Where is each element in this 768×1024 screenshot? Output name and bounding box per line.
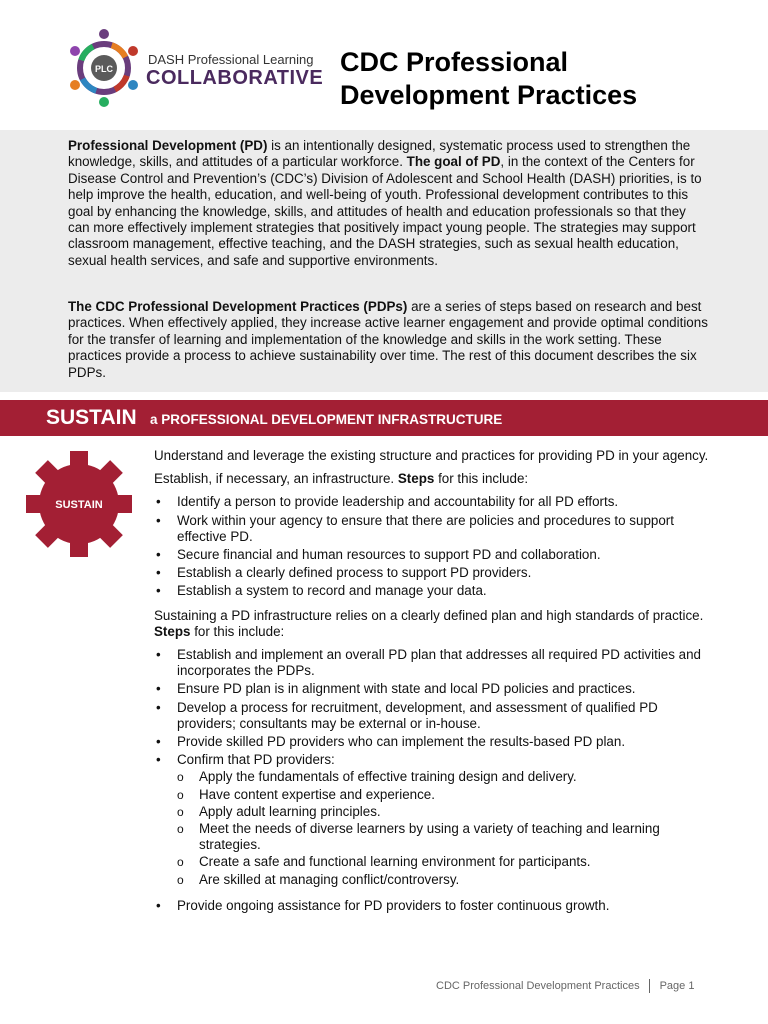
para2-text: Establish, if necessary, an infrastructure.: [154, 471, 398, 487]
banner-sustain: SUSTAIN: [46, 406, 137, 429]
sub-list-item: o Meet the needs of diverse learners by using a variety of teaching and learning strategies.: [177, 821, 714, 853]
list-item: • Work within your agency to ensure that there are policies and procedures to support effective PD.: [154, 513, 714, 545]
list-item: [154, 752, 714, 888]
content-paragraph-1: Understand and leverage the existing structure and practices for providing PD in your agency.: [154, 448, 709, 463]
provider-sublist: [177, 769, 714, 887]
list-item: • Provide skilled PD providers who can implement the results-based PD plan.: [154, 734, 714, 750]
goal-term: The goal of PD: [406, 154, 501, 170]
footer-divider: [649, 979, 650, 993]
steps-list-3: [154, 898, 714, 914]
banner-subtitle: a PROFESSIONAL DEVELOPMENT INFRASTRUCTURE: [150, 412, 503, 427]
content-paragraph-2: [154, 471, 714, 487]
list-item: • Secure financial and human resources to support PD and collaboration.: [154, 547, 714, 563]
sustain-gear-icon: [24, 449, 134, 559]
section-banner: [0, 400, 768, 436]
page-number: Page 1: [659, 979, 695, 992]
sub-list-item: o Apply the fundamentals of effective training design and delivery.: [177, 769, 714, 785]
plc-badge-text: PLC: [95, 64, 113, 74]
pd-term: Professional Development (PD): [68, 138, 268, 153]
list-item: • Provide ongoing assistance for PD providers to foster continuous growth.: [154, 898, 714, 914]
content-paragraph-3: [154, 608, 714, 640]
title-line-1: CDC Professional: [340, 47, 569, 77]
intro-p2-text: are a series of steps based on research and best practices. When effectively applied, they increase active learner engagement and provide optimal conditions for the transfer of learning and implementation of the knowledge and skills in the work setting. These practices provide a process to achieve sustainability over time. The rest of this document describes the six PDPs.: [68, 299, 708, 380]
logo-line-2: COLLABORATIVE: [146, 67, 324, 89]
sub-list-item: o Create a safe and functional learning environment for participants.: [177, 854, 714, 870]
para2-tail: for this include:: [434, 471, 529, 487]
sub-list-item: o Have content expertise and experience.: [177, 787, 714, 803]
intro-paragraph-2: [68, 299, 708, 381]
plc-gear-icon: [66, 16, 146, 116]
para3-tail: for this include:: [190, 623, 285, 639]
pdp-term: The CDC Professional Development Practices (PDPs): [68, 299, 408, 314]
para3-steps: Steps: [154, 623, 191, 639]
intro-p1-text2: , in the context of the Centers for Disease Control and Prevention’s (CDC’s) Division of Adolescent and School Health (DASH) priorities, is to help improve the health, education, and well-being of youth. Professional development contributes to this goal by enhancing the knowledge, skills, and attitudes of health and education professionals so that they can more effectively implement strategies that positively impact young people. The strategies may support classroom management, effective teaching, and the DASH strategies, such as sexual health education, sexual health services, and safe and supportive environments.: [68, 154, 702, 268]
steps-list-2: [154, 647, 714, 888]
list-item: • Identify a person to provide leadership and accountability for all PD efforts.: [154, 494, 714, 510]
footer-doc-title: CDC Professional Development Practices: [436, 979, 640, 992]
page-header: [0, 0, 768, 130]
page-footer: [436, 979, 694, 993]
para2-steps: Steps: [397, 471, 435, 487]
list-item: • Ensure PD plan is in alignment with state and local PD policies and practices.: [154, 681, 714, 697]
sub-list-item: o Apply adult learning principles.: [177, 804, 714, 820]
intro-p1-text1: is an intentionally designed, systematic process used to strengthen the knowledge, skills, and attitudes of a particular workforce.: [68, 138, 691, 170]
intro-paragraph-1: [68, 138, 708, 269]
title-line-2: Development Practices: [340, 80, 638, 110]
list-item: • Develop a process for recruitment, development, and assessment of qualified PD providers; consultants may be external or in-house.: [154, 700, 714, 732]
dash-plc-logo: [66, 16, 324, 116]
confirm-label: Confirm that PD providers:: [177, 752, 335, 768]
list-item: • Establish a clearly defined process to support PD providers.: [154, 565, 714, 581]
gear-label: SUSTAIN: [55, 499, 103, 511]
sustain-content: [154, 448, 714, 922]
list-item: • Establish and implement an overall PD plan that addresses all required PD activities and incorporates the PDPs.: [154, 647, 714, 679]
list-item: • Establish a system to record and manage your data.: [154, 583, 714, 599]
page-title: [340, 46, 740, 112]
logo-line-1: DASH Professional Learning: [148, 52, 314, 67]
sub-list-item: o Are skilled at managing conflict/controversy.: [177, 872, 714, 888]
intro-section: [0, 130, 768, 392]
para3-text: Sustaining a PD infrastructure relies on a clearly defined plan and high standards of practice.: [154, 607, 704, 623]
steps-list-1: [154, 494, 714, 599]
